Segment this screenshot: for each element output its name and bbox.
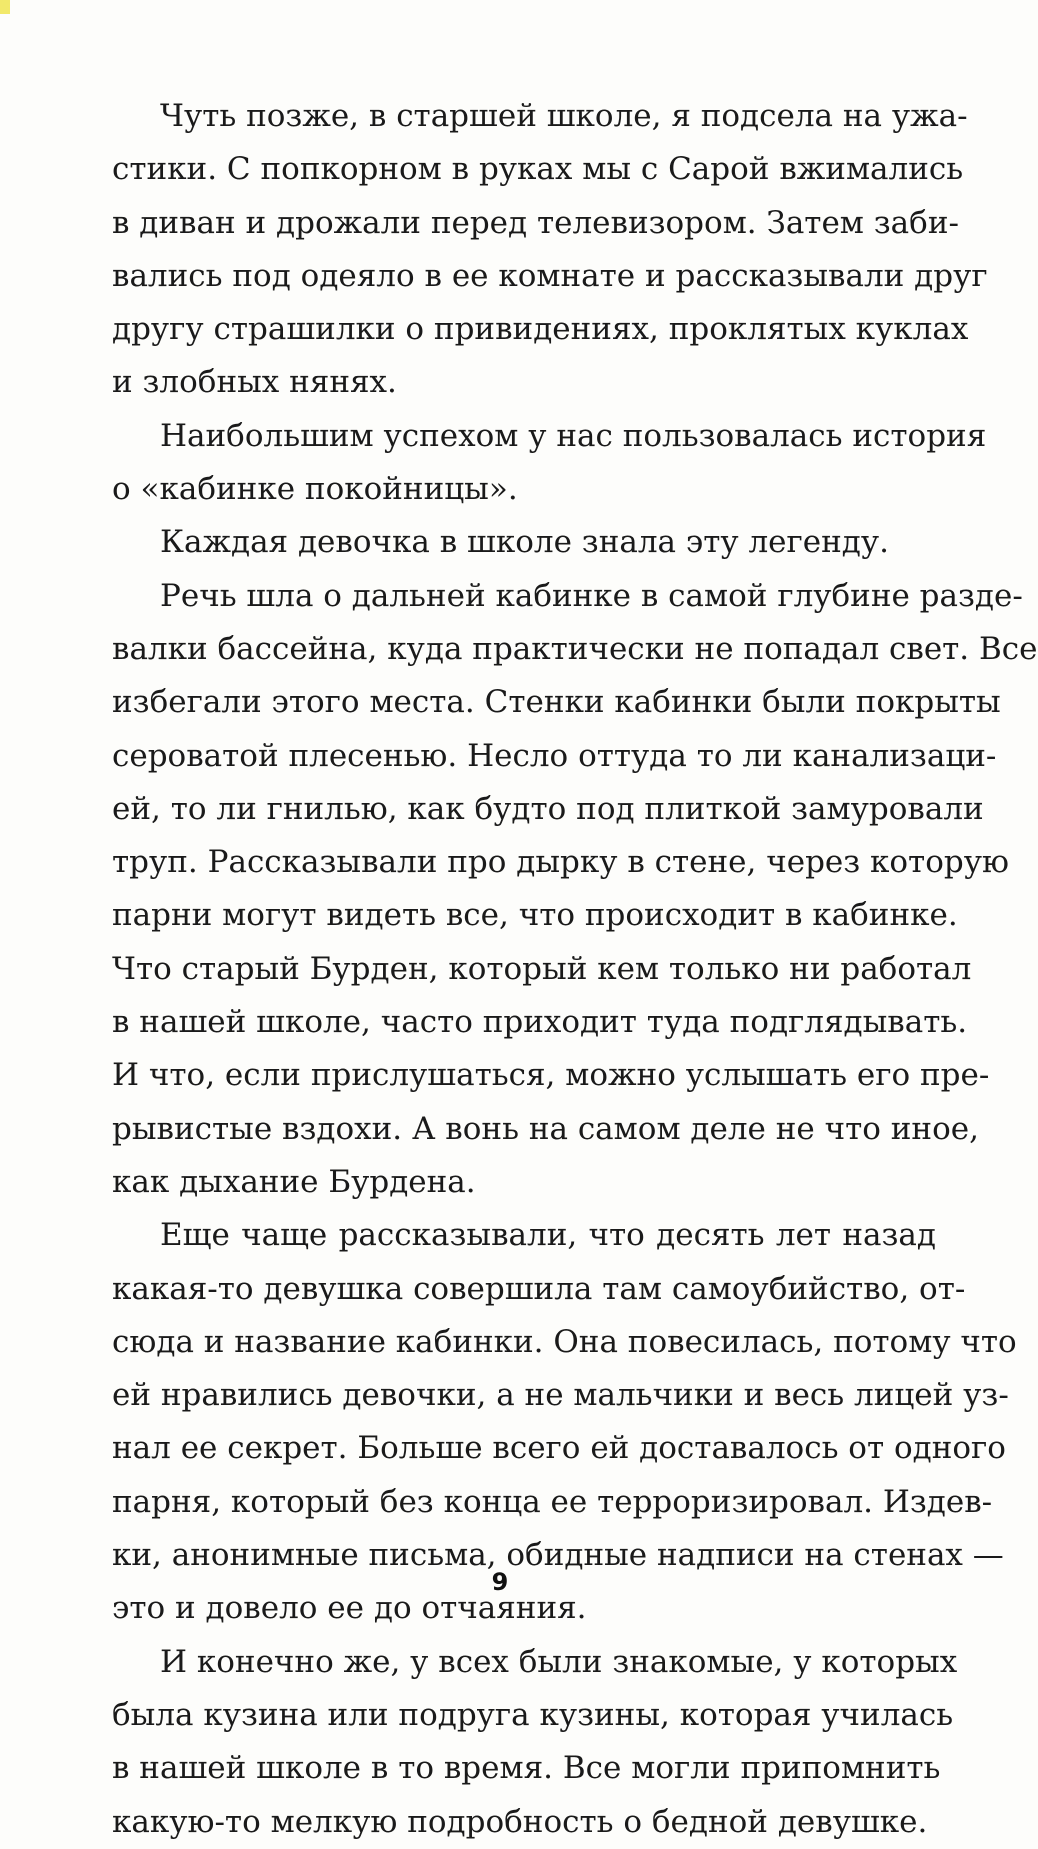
- text-line: Наибольшим успехом у нас пользовалась история: [160, 417, 987, 454]
- text-line: и злобных нянях.: [112, 364, 397, 401]
- text-line: какая-то девушка совершила там самоубийство, от-: [112, 1270, 966, 1307]
- text-line: труп. Рассказывали про дырку в стене, через которую: [112, 844, 1009, 881]
- text-line: валки бассейна, куда практически не попадал свет. Все: [112, 630, 1038, 667]
- page-number: 9: [491, 1568, 509, 1596]
- text-line: ей нравились девочки, а не мальчики и весь лицей уз-: [112, 1377, 1009, 1414]
- text-line: избегали этого места. Стенки кабинки были покрыты: [112, 684, 1001, 721]
- text-line: Речь шла о дальней кабинке в самой глубине разде-: [160, 577, 1023, 614]
- text-line: И конечно же, у всех были знакомые, у которых: [160, 1643, 958, 1680]
- text-line: это и довело ее до отчаяния.: [112, 1590, 587, 1627]
- text-line: парни могут видеть все, что происходит в кабинке.: [112, 897, 958, 934]
- text-line: Что старый Бурден, который кем только ни работал: [112, 950, 972, 987]
- text-line: вались под одеяло в ее комнате и рассказывали друг: [112, 257, 988, 294]
- scan-corner-mark: [0, 0, 10, 14]
- text-line: рывистые вздохи. А вонь на самом деле не что иное,: [112, 1110, 979, 1147]
- text-line: И что, если прислушаться, можно услышать его пре-: [112, 1057, 990, 1094]
- text-line: стики. С попкорном в руках мы с Сарой вжимались: [112, 151, 964, 188]
- text-line: в диван и дрожали перед телевизором. Затем заби-: [112, 204, 959, 241]
- text-line: была кузина или подруга кузины, которая училась: [112, 1696, 954, 1733]
- text-line: ей, то ли гнилью, как будто под плиткой замуровали: [112, 790, 984, 827]
- paragraph: [112, 570, 1038, 1210]
- text-line: сюда и название кабинки. Она повесилась, потому что: [112, 1323, 1017, 1360]
- paragraph: [112, 1636, 958, 1849]
- text-line: другу страшилки о привидениях, проклятых куклах: [112, 311, 969, 348]
- text-line: парня, который без конца ее терроризировал. Издев-: [112, 1483, 993, 1520]
- text-line: сероватой плесенью. Несло оттуда то ли канализаци-: [112, 737, 997, 774]
- text-line: Еще чаще рассказывали, что десять лет назад: [160, 1217, 936, 1254]
- text-line: нал ее секрет. Больше всего ей доставалось от одного: [112, 1430, 1006, 1467]
- text-line: о «кабинке покойницы».: [112, 471, 518, 508]
- paragraph: [112, 410, 987, 517]
- text-line: в нашей школе, часто приходит туда подглядывать.: [112, 1004, 968, 1041]
- text-line: ки, анонимные письма, обидные надписи на стенах —: [112, 1537, 1004, 1574]
- text-line: Каждая девочка в школе знала эту легенду.: [160, 524, 889, 561]
- text-line: в нашей школе в то время. Все могли припомнить: [112, 1750, 941, 1787]
- paragraph: [112, 516, 936, 569]
- text-line: как дыхание Бурдена.: [112, 1163, 476, 1200]
- text-line: какую-то мелкую подробность о бедной девушке.: [112, 1803, 928, 1840]
- text-line: Чуть позже, в старшей школе, я подсела на ужа-: [160, 98, 968, 134]
- paragraph: [112, 90, 988, 410]
